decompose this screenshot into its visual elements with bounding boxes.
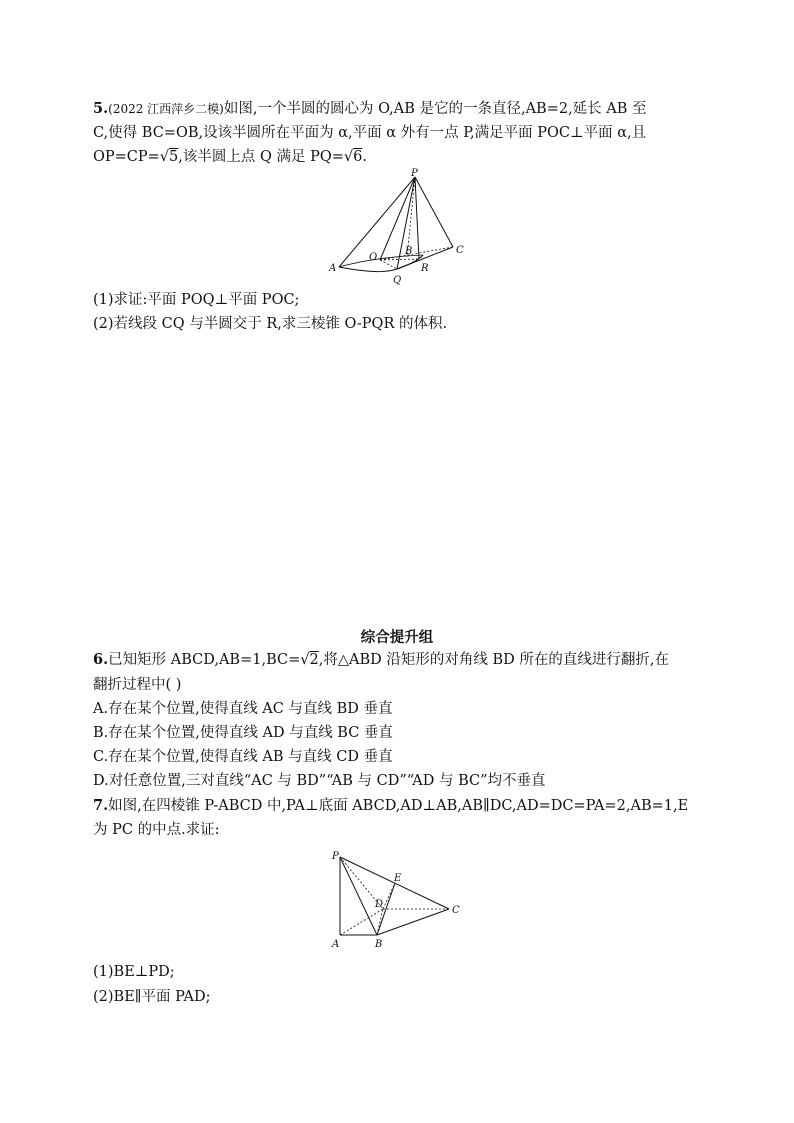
- q5-source: (2022 江西萍乡二模): [108, 102, 224, 116]
- q5-radicand-1: 5: [169, 149, 179, 165]
- sqrt-sign: √: [159, 149, 170, 165]
- q6-line-2: 翻折过程中( ): [93, 677, 182, 693]
- q6-option-c: C.存在某个位置,使得直线 AB 与直线 CD 垂直: [93, 749, 393, 765]
- q6-line-1: [93, 650, 669, 670]
- label-a: A: [329, 263, 337, 274]
- q7-line-2: 为 PC 的中点.求证:: [93, 822, 220, 838]
- q6-text-1b: ,将△ABD 沿矩形的对角线 BD 所在的直线进行翻折,在: [318, 652, 669, 668]
- q6-option-b: B.存在某个位置,使得直线 AD 与直线 BC 垂直: [93, 725, 393, 741]
- label-o: O: [369, 252, 378, 263]
- q5-text-3c: .: [362, 149, 367, 165]
- q5-number: 5.: [93, 100, 109, 117]
- q5-part-1: (1)求证:平面 POQ⊥平面 POC;: [93, 292, 300, 308]
- q5-text-3a: OP=CP=: [93, 149, 160, 165]
- q5-text-1: 如图,一个半圆的圆心为 O,AB 是它的一条直径,AB=2,延长 AB 至: [223, 101, 647, 117]
- edge-de: [383, 883, 395, 909]
- q6-number: 6.: [93, 651, 109, 668]
- q6-radicand: 2: [309, 652, 319, 668]
- edge-pr: [415, 177, 419, 259]
- q5-radicand-2: 6: [353, 149, 363, 165]
- label-r: R: [421, 263, 429, 274]
- edge-pb: [407, 177, 415, 257]
- q6-option-d: D.对任意位置,三对直线“AC 与 BD”“AB 与 CD”“AD 与 BC”均不垂直: [93, 773, 546, 789]
- edge-ad: [340, 909, 383, 935]
- label-q: Q: [393, 275, 402, 286]
- q5-figure: [325, 165, 475, 287]
- q7-line-1: [93, 796, 688, 816]
- q5-line-3: [93, 147, 367, 167]
- q5-line-1: [93, 99, 647, 119]
- section-title: 综合提升组: [360, 629, 434, 646]
- label-b: B: [405, 246, 413, 257]
- label-c: C: [456, 245, 464, 256]
- q6-option-a: A.存在某个位置,使得直线 AC 与直线 BD 垂直: [93, 701, 393, 717]
- q6-text-1a: 已知矩形 ABCD,AB=1,BC=: [108, 652, 301, 668]
- edge-pc: [415, 177, 453, 247]
- q7-number: 7.: [93, 797, 109, 814]
- q7-text-1: 如图,在四棱锥 P-ABCD 中,PA⊥底面 ABCD,AD⊥AB,AB∥DC,AD=DC=PA=2,AB=1,E: [108, 798, 689, 814]
- q5-line-2: C,使得 BC=OB,设该半圆所在平面为 α,平面 α 外有一点 P,满足平面 POC⊥平面 α,且: [93, 125, 647, 141]
- label-d: D: [375, 899, 384, 910]
- edge-oq: [380, 260, 397, 269]
- q7-part-2: (2)BE∥平面 PAD;: [93, 989, 211, 1005]
- label-a: A: [332, 939, 340, 950]
- label-b: B: [375, 939, 383, 950]
- q5-text-3b: ,该半圆上点 Q 满足 PQ=: [178, 149, 344, 165]
- sqrt-sign: √: [300, 652, 310, 668]
- q7-part-1: (1)BE⊥PD;: [93, 964, 175, 980]
- q5-part-2: (2)若线段 CQ 与半圆交于 R,求三棱锥 O-PQR 的体积.: [93, 316, 448, 332]
- edge-bc: [377, 909, 449, 935]
- edge-bd: [377, 909, 383, 935]
- label-p: P: [332, 851, 339, 862]
- q7-figure: [325, 845, 465, 955]
- label-c: C: [452, 905, 460, 916]
- edge-pb: [340, 857, 377, 935]
- edge-oc: [380, 247, 453, 260]
- label-p: P: [411, 168, 418, 179]
- label-e: E: [394, 873, 402, 884]
- sqrt-sign: √: [343, 149, 354, 165]
